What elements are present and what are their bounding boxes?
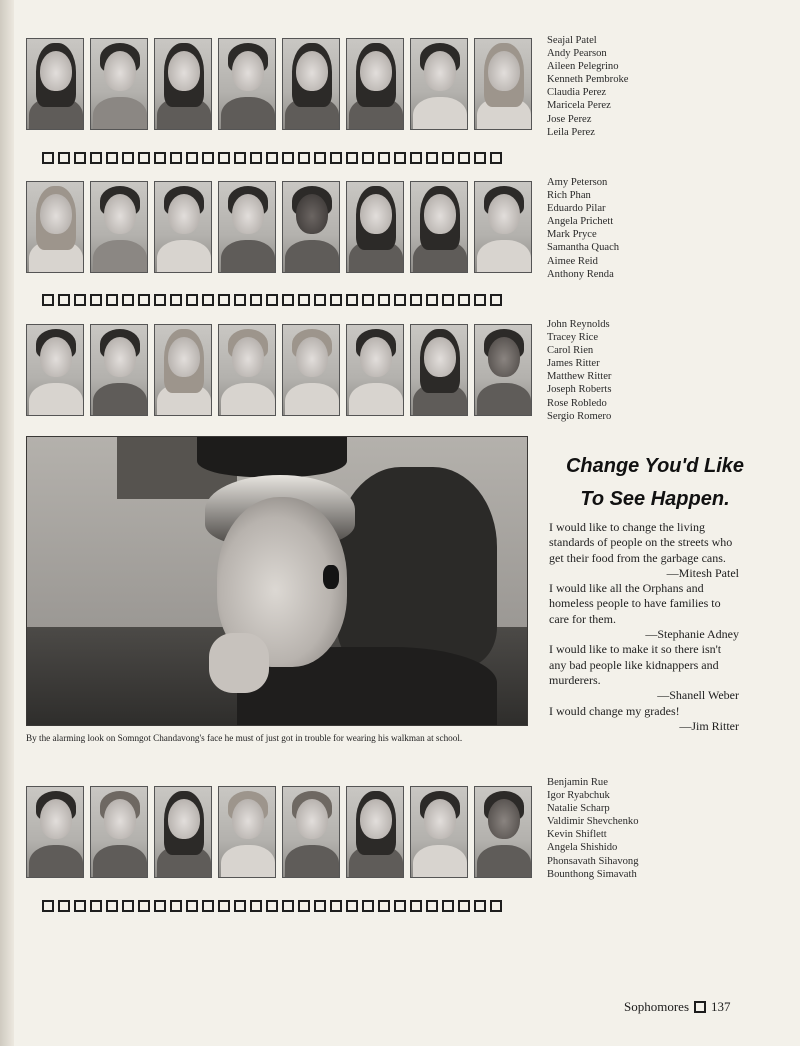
quote-text: I would like to make it so there isn't any bad people like kidnappers and murderers. xyxy=(549,642,722,687)
feature-headline xyxy=(540,450,770,516)
box-divider-1 xyxy=(42,152,502,168)
portrait xyxy=(346,786,404,878)
portrait xyxy=(90,324,148,416)
headline-line-1: Change You'd Like xyxy=(565,455,745,477)
portrait xyxy=(154,324,212,416)
student-name: Andy Pearson xyxy=(547,48,607,60)
student-name: Carol Rien xyxy=(547,345,594,357)
portrait xyxy=(346,324,404,416)
student-name: Rose Robledo xyxy=(547,397,607,409)
student-name: Aimee Reid xyxy=(547,255,598,267)
portrait xyxy=(282,181,340,273)
student-name: John Reynolds xyxy=(547,319,610,330)
portrait-row-1 xyxy=(26,38,532,130)
student-name: Matthew Ritter xyxy=(547,371,612,383)
quote-list xyxy=(549,520,739,734)
portrait xyxy=(154,38,212,130)
student-name: James Ritter xyxy=(547,358,600,370)
quote-author: —Jim Ritter xyxy=(679,718,739,733)
name-list-1 xyxy=(547,34,707,139)
student-name: Joseph Roberts xyxy=(547,384,612,396)
portrait xyxy=(282,38,340,130)
student-name: Claudia Perez xyxy=(547,87,607,99)
headphone-icon xyxy=(323,565,339,589)
student-name: Igor Ryabchuk xyxy=(547,790,610,802)
student-name: Benjamin Rue xyxy=(547,777,608,788)
student-name: Amy Peterson xyxy=(547,177,608,188)
portrait xyxy=(218,324,276,416)
student-name: Leila Perez xyxy=(547,126,595,138)
quote-text: I would like to change the living standards of people on the streets who get their food from the garbage cans. xyxy=(549,520,733,565)
portrait xyxy=(474,786,532,878)
student-name: Samantha Quach xyxy=(547,242,620,254)
portrait xyxy=(154,181,212,273)
portrait xyxy=(346,38,404,130)
quote-author: —Mitesh Patel xyxy=(666,565,739,580)
student-name: Seajal Patel xyxy=(547,35,597,46)
portrait xyxy=(154,786,212,878)
section-label: Sophomores xyxy=(624,999,689,1014)
portrait xyxy=(26,324,84,416)
portrait xyxy=(26,786,84,878)
portrait xyxy=(474,38,532,130)
portrait xyxy=(26,38,84,130)
page-footer xyxy=(624,999,731,1015)
portrait xyxy=(90,786,148,878)
student-name: Tracey Rice xyxy=(547,332,599,344)
page-number: 137 xyxy=(711,999,731,1014)
quote-author: —Stephanie Adney xyxy=(645,627,739,642)
box-divider-3 xyxy=(42,900,502,916)
name-list-3 xyxy=(547,318,707,423)
student-name: Eduardo Pilar xyxy=(547,203,606,215)
student-name: Maricela Perez xyxy=(547,100,611,112)
portrait xyxy=(410,181,468,273)
portrait xyxy=(474,324,532,416)
quote-author: —Shanell Weber xyxy=(657,688,739,703)
photo-caption: By the alarming look on Somngot Chandavong's face he must of just got in trouble for wearing his walkman at school. xyxy=(26,733,463,743)
portrait xyxy=(90,181,148,273)
portrait-row-2 xyxy=(26,181,532,273)
portrait xyxy=(282,324,340,416)
portrait xyxy=(474,181,532,273)
portrait-row-4 xyxy=(26,786,532,878)
portrait xyxy=(26,181,84,273)
student-name: Anthony Renda xyxy=(547,268,614,280)
student-name: Angela Shishido xyxy=(547,842,618,854)
student-name: Kevin Shiflett xyxy=(547,829,607,841)
quote-text: I would change my grades! xyxy=(549,703,680,718)
portrait xyxy=(218,786,276,878)
headline-line-2: To See Happen. xyxy=(580,488,730,510)
student-name: Rich Phan xyxy=(547,190,591,202)
quote-text: I would like all the Orphans and homeless people to have families to care for them. xyxy=(549,581,721,626)
student-name: Natalie Scharp xyxy=(547,803,610,815)
student-name: Mark Pryce xyxy=(547,229,597,241)
portrait xyxy=(410,786,468,878)
student-name: Aileen Pelegrino xyxy=(547,61,619,73)
portrait xyxy=(90,38,148,130)
student-name: Bounthong Simavath xyxy=(547,868,637,880)
name-list-4 xyxy=(547,776,707,881)
portrait xyxy=(410,38,468,130)
portrait-row-3 xyxy=(26,324,532,416)
student-name: Sergio Romero xyxy=(547,410,612,422)
portrait xyxy=(282,786,340,878)
box-divider-2 xyxy=(42,294,502,310)
student-name: Kenneth Pembroke xyxy=(547,74,629,86)
page-spine xyxy=(0,0,14,1046)
portrait xyxy=(410,324,468,416)
portrait xyxy=(346,181,404,273)
feature-photo xyxy=(26,436,528,726)
student-name: Jose Perez xyxy=(547,113,592,125)
square-icon xyxy=(694,1001,706,1013)
student-name: Angela Prichett xyxy=(547,216,614,228)
name-list-2 xyxy=(547,176,707,281)
student-name: Phonsavath Sihavong xyxy=(547,855,639,867)
portrait xyxy=(218,38,276,130)
student-name: Valdimir Shevchenko xyxy=(547,816,639,828)
portrait xyxy=(218,181,276,273)
